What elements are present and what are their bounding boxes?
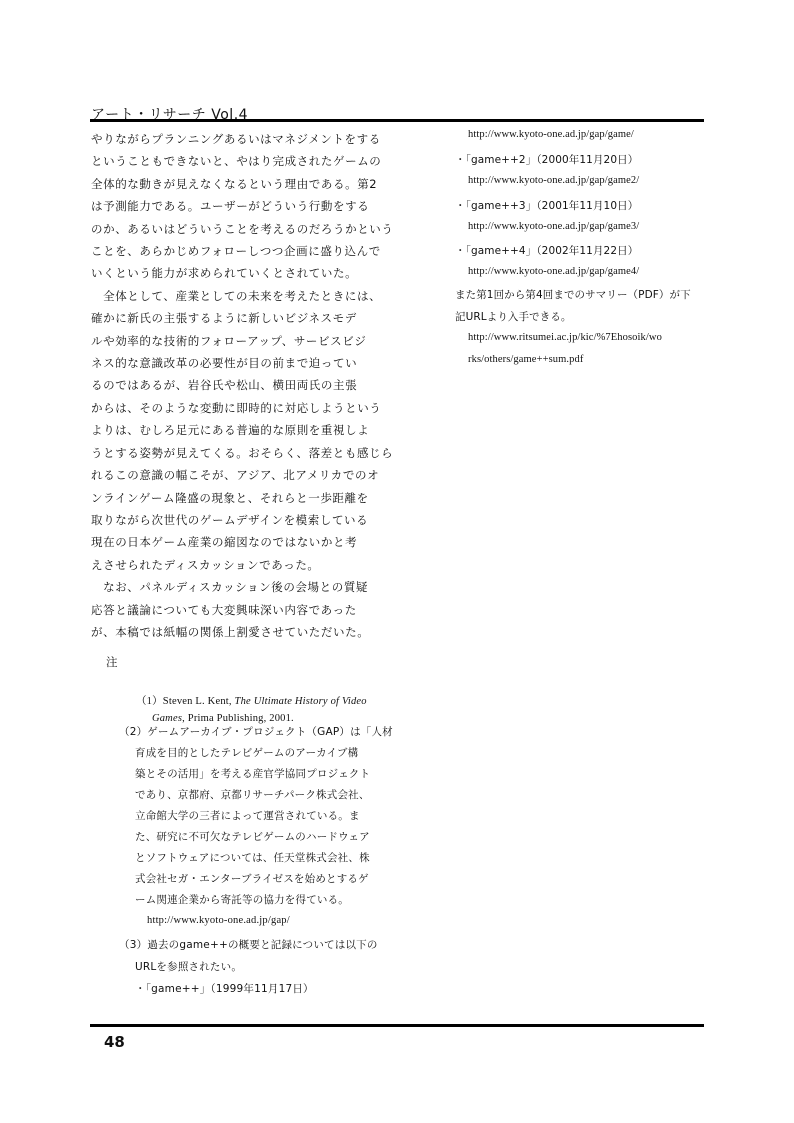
url-game4[interactable]: http://www.kyoto-one.ad.jp/gap/game4/: [468, 266, 640, 277]
notes-heading: 注: [106, 655, 118, 669]
note-1-publisher: , Prima Publishing, 2001.: [182, 713, 294, 724]
note-2-line: とソフトウェアについては、任天堂株式会社、株: [135, 852, 370, 864]
note-2-line: 築とその活用」を考える産官学協同プロジェクト: [135, 768, 371, 780]
header-rule: [90, 119, 704, 122]
body-line: 応答と議論についても大変興味深い内容であった: [91, 602, 357, 617]
note-2-line: ーム関連企業から寄託等の協力を得ている。: [135, 894, 349, 906]
body-line: るのではあるが、岩谷氏や松山、横田両氏の主張: [91, 378, 358, 393]
note-3-item: ・「game++」（1999年11月17日）: [135, 983, 314, 995]
body-line: 現在の日本ゲーム産業の縮図なのではないかと考: [91, 535, 358, 550]
note-2-line: （2）ゲームアーカイブ・プロジェクト（GAP）は「人材: [119, 726, 393, 738]
note-2-line: 式会社セガ・エンターブライゼスを始めとするゲ: [135, 873, 369, 885]
body-line: 全体的な動きが見えなくなるという理由である。第2: [91, 176, 378, 191]
body-line: れるこの意識の幅こそが、アジア、北アメリカでのオ: [91, 468, 380, 483]
note-2-url[interactable]: http://www.kyoto-one.ad.jp/gap/: [147, 915, 290, 926]
url-game3[interactable]: http://www.kyoto-one.ad.jp/gap/game3/: [468, 221, 640, 232]
body-line: 取りながら次世代のゲームデザインを模索している: [91, 512, 369, 527]
body-line: いくという能力が求められていくとされていた。: [91, 266, 358, 281]
note-2-line: であり、京都府、京都リサーチパーク株式会社、: [135, 789, 370, 801]
body-line: は予測能力である。ユーザーがどういう行動をする: [91, 199, 370, 214]
body-line: からは、そのような変動に即時的に対応しようという: [91, 400, 382, 415]
url-game1[interactable]: http://www.kyoto-one.ad.jp/gap/game/: [468, 129, 634, 140]
item-game4: ・「game++4」（2002年11月22日）: [455, 245, 639, 257]
note-3-line: （3）過去のgame++の概要と記録については以下の: [119, 939, 378, 951]
body-line: のか、あるいはどういうことを考えるのだろうかという: [91, 221, 394, 236]
body-line: よりは、むしろ足元にある普遍的な原則を重視しよ: [91, 423, 370, 438]
summary-text: また第1回から第4回までのサマリー（PDF）が下: [455, 289, 691, 301]
body-line: ンラインゲーム隆盛の現象と、それらと一歩距離を: [91, 490, 369, 505]
item-game3: ・「game++3」（2001年11月10日）: [455, 200, 639, 212]
page-number: 48: [104, 1033, 125, 1051]
body-line: うとする姿勢が見えてくる。おそらく、落差とも感じら: [91, 445, 394, 460]
note-1-prefix: （1）Steven L. Kent,: [135, 696, 235, 707]
item-game2: ・「game++2」（2000年11月20日）: [455, 154, 639, 166]
body-line: ということもできないと、やはり完成されたゲームの: [91, 154, 382, 169]
note-1-book-title-cont: Games: [151, 713, 183, 724]
summary-text-cont: 記URLより入手できる。: [455, 311, 572, 323]
body-line: 確かに新氏の主張するように新しいビジネスモデ: [91, 311, 357, 326]
note-2-line: 立命館大学の三者によって運営されている。ま: [135, 810, 360, 822]
body-line: ことを、あらかじめフォローしつつ企画に盛り込んで: [91, 244, 381, 259]
url-summary-pdf-cont[interactable]: rks/others/game++sum.pdf: [468, 354, 584, 365]
body-line: ネス的な意識改革の必要性が目の前まで迫ってい: [91, 356, 358, 371]
body-line: が、本稿では紙幅の関係上割愛させていただいた。: [91, 624, 370, 639]
url-summary-pdf[interactable]: http://www.ritsumei.ac.jp/kic/%7Ehosoik/wo: [468, 332, 662, 343]
body-line: えさせられたディスカッションであった。: [91, 557, 320, 572]
body-line: なお、パネルディスカッション後の会場との質疑: [91, 580, 369, 595]
note-2-line: た、研究に不可欠なテレビゲームのハードウェア: [135, 831, 370, 843]
body-line: 全体として、産業としての未来を考えたときには、: [91, 288, 382, 303]
body-line: やりながらプランニングあるいはマネジメントをする: [91, 132, 381, 146]
body-text-column: [91, 128, 394, 643]
note-3-line: URLを参照されたい。: [135, 961, 243, 973]
url-game2[interactable]: http://www.kyoto-one.ad.jp/gap/game2/: [468, 175, 640, 186]
body-line: ルや効率的な技術的フォローアップ、サービスビジ: [91, 333, 367, 348]
running-header-title: アート・リサーチ Vol.4: [91, 107, 249, 123]
note-1-book-title: The Ultimate History of Video: [234, 696, 367, 707]
note-2-line: 育成を目的としたテレビゲームのアーカイブ構: [135, 747, 359, 759]
footer-rule: [90, 1024, 704, 1027]
